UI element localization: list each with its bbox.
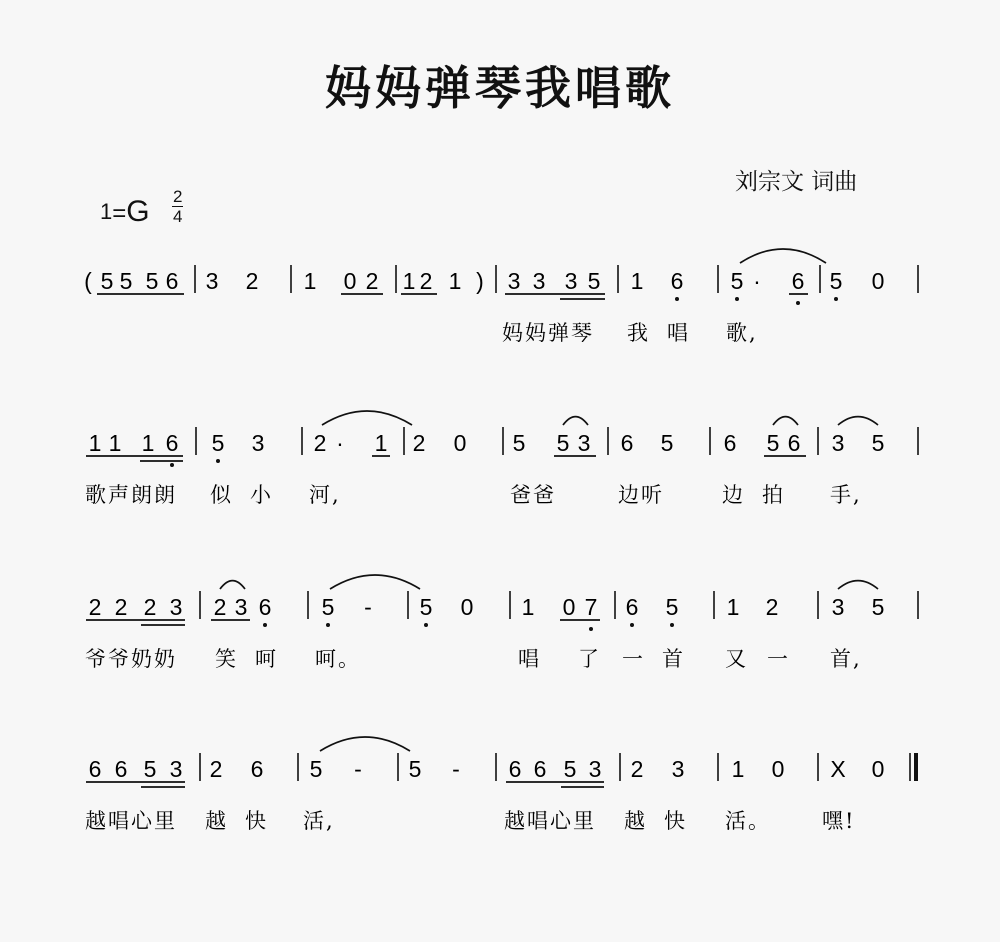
note: 3	[532, 268, 546, 294]
note: 3	[831, 430, 845, 456]
note: 0	[871, 268, 885, 294]
note: 3	[564, 268, 578, 294]
note: 3	[577, 430, 591, 456]
note: 6	[250, 756, 264, 782]
lyric: 河,	[309, 483, 341, 507]
note: 5	[829, 268, 843, 294]
slur	[838, 581, 878, 589]
lyric: 爸爸	[510, 483, 556, 507]
note: 1	[448, 268, 462, 294]
lower-octave-dot	[589, 627, 593, 631]
lyric: 一	[622, 647, 645, 671]
note: 1	[108, 430, 122, 456]
lyric: 活。	[725, 809, 771, 833]
note: 7	[584, 594, 598, 620]
lyric: 首,	[830, 647, 862, 671]
slur	[773, 417, 798, 425]
lyric: 歌,	[726, 321, 758, 345]
slur	[330, 575, 420, 589]
note: 6	[620, 430, 634, 456]
lyric: 越唱心里	[85, 809, 177, 833]
note: 2	[143, 594, 157, 620]
note: 3	[169, 756, 183, 782]
note: 6	[114, 756, 128, 782]
lyric: 边听	[618, 483, 664, 507]
note: -	[364, 594, 372, 620]
note: 2	[213, 594, 227, 620]
lyric: 快	[245, 809, 268, 833]
note: 6	[723, 430, 737, 456]
note: 3	[507, 268, 521, 294]
note: 3	[671, 756, 685, 782]
note: 2	[114, 594, 128, 620]
lyric: 快	[664, 809, 687, 833]
note: 6	[533, 756, 547, 782]
note: -	[354, 756, 362, 782]
note: 0	[771, 756, 785, 782]
lyric-row	[85, 483, 862, 507]
lyric: 小	[250, 483, 273, 507]
note: 5	[665, 594, 679, 620]
key-degree: 1	[100, 199, 113, 224]
note: 3	[234, 594, 248, 620]
note: 5	[587, 268, 601, 294]
note: 6	[508, 756, 522, 782]
lower-octave-dot	[796, 301, 800, 305]
lyric: 似	[210, 483, 233, 507]
lyric: 拍	[762, 483, 785, 507]
note: -	[452, 756, 460, 782]
lyric: 越唱心里	[504, 809, 596, 833]
slur	[740, 249, 826, 263]
key-note: G	[126, 195, 150, 228]
lyric: 了	[578, 647, 601, 671]
note: 2	[765, 594, 779, 620]
lyric: 妈妈弹琴	[502, 321, 594, 345]
lower-octave-dot	[216, 459, 220, 463]
notation-row	[86, 411, 918, 467]
time-signature-top: 2	[173, 187, 183, 206]
note: 3	[251, 430, 265, 456]
note: 6	[88, 756, 102, 782]
lyric-row	[85, 647, 862, 671]
note: 6	[258, 594, 272, 620]
note: 0	[871, 756, 885, 782]
note: 3	[588, 756, 602, 782]
note: 0	[343, 268, 357, 294]
note: 2	[630, 756, 644, 782]
key-equals: =	[112, 200, 127, 227]
lower-octave-dot	[834, 297, 838, 301]
note: 1	[141, 430, 155, 456]
lyric: 呵	[255, 647, 278, 671]
lyric: 越	[624, 809, 647, 833]
lyric-row	[502, 321, 758, 345]
note: 0	[562, 594, 576, 620]
note: 5	[419, 594, 433, 620]
slur	[220, 581, 245, 589]
lyric: 越	[205, 809, 228, 833]
lyric: 歌声朗朗	[85, 483, 177, 507]
lyric: 呵。	[315, 647, 361, 671]
note: 5	[871, 430, 885, 456]
lyric: 手,	[830, 483, 862, 507]
note: 1	[402, 268, 416, 294]
note: 2	[313, 430, 327, 456]
note: 5	[143, 756, 157, 782]
note: 5	[408, 756, 422, 782]
note: 2	[412, 430, 426, 456]
lyric: 首	[662, 647, 685, 671]
note: 1	[88, 430, 102, 456]
note: 1	[521, 594, 535, 620]
note: 5	[100, 268, 114, 294]
note: ·	[336, 430, 344, 456]
note: 2	[88, 594, 102, 620]
lyric: 我	[627, 321, 650, 345]
lyric: 爷爷奶奶	[85, 647, 177, 671]
notation-row	[86, 575, 918, 631]
lyric: 又	[725, 647, 748, 671]
lower-octave-dot	[675, 297, 679, 301]
lower-octave-dot	[170, 463, 174, 467]
note: 6	[625, 594, 639, 620]
lyric: 边	[722, 483, 745, 507]
note: 5	[766, 430, 780, 456]
note: 5	[211, 430, 225, 456]
note: ·	[753, 268, 761, 294]
note: 5	[871, 594, 885, 620]
note: 1	[374, 430, 388, 456]
note: 6	[791, 268, 805, 294]
note: 1	[726, 594, 740, 620]
note: (	[84, 268, 92, 294]
lower-octave-dot	[630, 623, 634, 627]
lyric: 活,	[303, 809, 335, 833]
notation-row	[86, 737, 916, 787]
author-credit: 刘宗文 词曲	[735, 169, 858, 195]
notation-row	[84, 249, 918, 305]
note: 2	[209, 756, 223, 782]
note: 5	[556, 430, 570, 456]
slur	[322, 411, 412, 425]
lyric-row	[85, 809, 855, 833]
slur	[320, 737, 410, 751]
lyric: 唱	[667, 321, 690, 345]
note: 0	[460, 594, 474, 620]
note: 6	[670, 268, 684, 294]
slur	[838, 417, 878, 425]
lyric: 唱	[518, 647, 541, 671]
note: 2	[365, 268, 379, 294]
song-title: 妈妈弹琴我唱歌	[325, 61, 675, 115]
note: 1	[731, 756, 745, 782]
note: 5	[309, 756, 323, 782]
note: 1	[630, 268, 644, 294]
lyric: 一	[767, 647, 790, 671]
note: 1	[303, 268, 317, 294]
note: 6	[787, 430, 801, 456]
lower-octave-dot	[670, 623, 674, 627]
lyric: 嘿!	[822, 809, 856, 833]
slur	[563, 417, 588, 425]
note: 3	[205, 268, 219, 294]
note: 5	[563, 756, 577, 782]
note: 5	[321, 594, 335, 620]
note: 0	[453, 430, 467, 456]
time-signature-bottom: 4	[173, 207, 183, 226]
note: 6	[165, 268, 179, 294]
note: 5	[145, 268, 159, 294]
note: 5	[730, 268, 744, 294]
lower-octave-dot	[424, 623, 428, 627]
lyric: 笑	[215, 647, 238, 671]
note: 5	[119, 268, 133, 294]
note: X	[830, 756, 846, 782]
note: 2	[245, 268, 259, 294]
note: 5	[660, 430, 674, 456]
lower-octave-dot	[326, 623, 330, 627]
note: )	[476, 268, 484, 294]
lower-octave-dot	[263, 623, 267, 627]
note: 2	[419, 268, 433, 294]
note: 3	[169, 594, 183, 620]
note: 6	[165, 430, 179, 456]
lower-octave-dot	[735, 297, 739, 301]
note: 3	[831, 594, 845, 620]
note: 5	[512, 430, 526, 456]
